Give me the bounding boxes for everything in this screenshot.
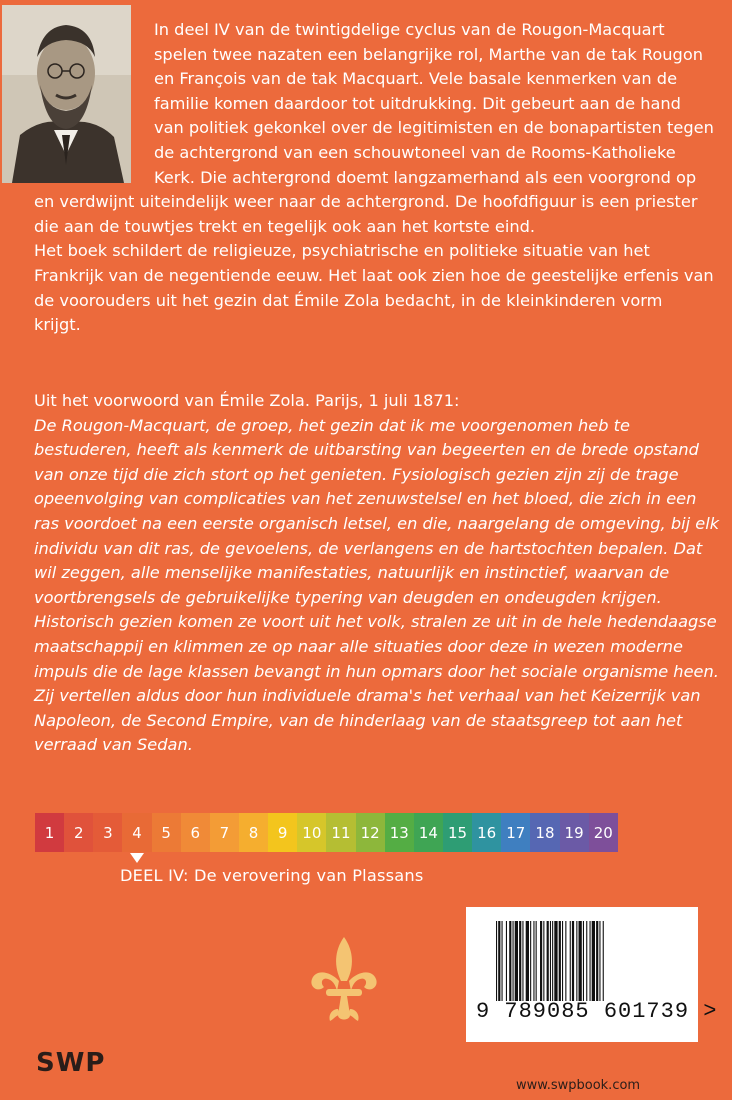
volume-number-7: 7 <box>210 813 239 852</box>
volume-number-13: 13 <box>385 813 414 852</box>
volume-number-10: 10 <box>297 813 326 852</box>
triangle-down-icon <box>130 853 144 863</box>
publisher-website: www.swpbook.com <box>516 1078 641 1093</box>
volume-number-19: 19 <box>560 813 589 852</box>
volume-number-6: 6 <box>181 813 210 852</box>
barcode-bars <box>496 921 664 1001</box>
volume-number-12: 12 <box>356 813 385 852</box>
volume-number-14: 14 <box>414 813 443 852</box>
preface-heading: Uit het voorwoord van Émile Zola. Parijs, 1 juli 1871: <box>34 391 460 410</box>
volume-number-9: 9 <box>268 813 297 852</box>
volume-number-20: 20 <box>589 813 618 852</box>
isbn-number: 9 789085 601739 > <box>476 999 718 1024</box>
volume-number-16: 16 <box>472 813 501 852</box>
volume-number-18: 18 <box>530 813 559 852</box>
volume-title: DEEL IV: De verovering van Plassans <box>120 866 424 885</box>
preface-body: De Rougon-Macquart, de groep, het gezin dat ik me voorgenomen heb te bestuderen, heeft als kenmerk de uitbarsting van begeerten en de brede opstand van onze tijd die zich stort op het genieten. Fysiologisch gezien zijn zij de trage opeenvolging van complicaties van het zenuwstelsel en het bloed, die zich in een ras voordoet na een eerste organisch letsel, en die, naargelang de omgeving, bij elk individu van dit ras, de gevoelens, de verlangens en de hartstochten bepalen. Dat wil zeggen, alle menselijke manifestaties, natuurlijk en instinctief, waarvan de voortbrengsels de gebruikelijke typering van deugden en ondeugden krijgen. Historisch gezien komen ze voort uit het volk, stralen ze uit in de hele hedendaagse maatschappij en klimmen ze op naar alle situaties door deze in wezen moderne impuls die de lage klassen bevangt in hun opmars door het sociale organisme heen. Zij vertellen aldus door hun individuele drama's het verhaal van het Keizerrijk van Napoleon, de Second Empire, van de hinderlaag van de staatsgreep tot aan het verraad van Sedan. <box>34 415 720 755</box>
volume-number-1: 1 <box>35 813 64 852</box>
isbn-barcode <box>466 907 718 1042</box>
volume-number-15: 15 <box>443 813 472 852</box>
volume-number-8: 8 <box>239 813 268 852</box>
volume-number-2: 2 <box>64 813 93 852</box>
publisher-logo: SWP <box>36 1048 106 1078</box>
intro-paragraph-1: In deel IV van de twintigdelige cyclus van de Rougon-Macquart spelen twee nazaten een belangrijke rol, Marthe van de tak Rougon en François van de tak Macquart. Vele basale kenmerken van de familie komen daardoor tot uitdrukking. Dit gebeurt aan de hand van politiek gekonkel over de legitimisten en de bonapartisten tegen de achtergrond van een schouwtoneel van de Rooms-Katholieke Kerk. Die achtergrond doemt langzamerhand als een voorgrond op en verdwijnt uiteindelijk weer naar de achtergrond. De hoofdfiguur is een priester die aan de touwtjes trekt en tegelijk ook aan het kortste eind. <box>34 20 714 236</box>
volume-number-17: 17 <box>501 813 530 852</box>
preface-quote <box>34 389 724 758</box>
fleur-de-lis-icon <box>308 935 380 1027</box>
volume-number-5: 5 <box>152 813 181 852</box>
intro-paragraph-2: Het boek schildert de religieuze, psychiatrische en politieke situatie van het Frankrijk van de negentiende eeuw. Het laat ook zien hoe de geestelijke erfenis van de voorouders uit het gezin dat Émile Zola bedacht, in de kleinkinderen vorm krijgt. <box>34 241 714 335</box>
volume-number-11: 11 <box>326 813 355 852</box>
volume-number-3: 3 <box>93 813 122 852</box>
volume-scale <box>35 813 618 852</box>
intro-text-block <box>34 18 714 338</box>
volume-number-4: 4 <box>122 813 151 852</box>
